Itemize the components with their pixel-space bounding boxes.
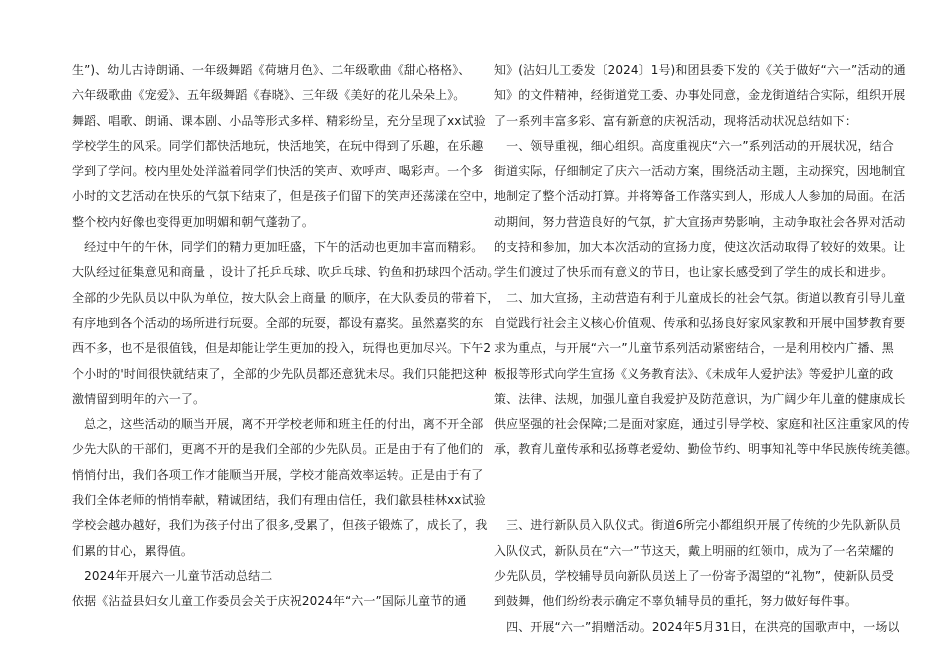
text-line: 学生们渡过了快乐而有意义的节日，也让家长感受到了学生的成长和进步。 (494, 265, 894, 280)
text-line: 知》的文件精神，经街道党工委、办事处同意，金龙街道结合实际，组织开展 (494, 88, 906, 103)
text-line: 知》(沾妇儿工委发〔2024〕1号)和团县委下发的《关于做好“六一”活动的通 (494, 63, 906, 77)
text-line: 承，教育儿童传承和弘扬尊老爱幼、勤俭节约、明事知礼等中华民族传统美德。 (494, 442, 918, 457)
text-line: 总之，这些活动的顺当开展，离不开学校老师和班主任的付出，离不开全部 (72, 417, 484, 432)
text-line: 街道实际，仔细制定了庆六一活动方案，围绕活动主题，主动探究，因地制宜 (494, 164, 906, 179)
text-line: 我们全体老师的悄悄奉献，精诚团结，我们有理由信任，我们歙县桂林xx试验 (72, 493, 486, 508)
text-line: 三、进行新队员入队仪式。街道6所完小都组织开展了传统的少先队新队员 (494, 518, 902, 533)
text-line: 到鼓舞，他们纷纷表示确定不辜负辅导员的重托，努力做好每件事。 (494, 594, 858, 609)
text-line: 少先队员，学校辅导员向新队员送上了一份寄予渴望的“礼物”，使新队员受 (494, 568, 894, 583)
right-text-column (494, 58, 918, 640)
text-line: 整个校内好像也变得更加明媚和朝气蓬勃了。 (72, 214, 315, 229)
text-line: 自觉践行社会主义核心价值观、传承和弘扬良好家风家教和开展中国梦教育要 (494, 315, 906, 330)
text-line: 依据《沾益县妇女儿童工作委员会关于庆祝2024年“六一”国际儿童节的通 (72, 594, 467, 609)
text-line: 学校会越办越好，我们为孩子付出了很多,受累了，但孩子锻炼了，成长了，我 (72, 518, 488, 533)
text-line (494, 488, 878, 513)
text-line: 有序地到各个活动的场所进行玩耍。全部的玩耍，都设有嘉奖。虽然嘉奖的东 (72, 315, 484, 330)
text-line: 经过中午的午休，同学们的精力更加旺盛，下午的活动也更加丰富而精彩。 (72, 240, 484, 255)
left-text-column (72, 58, 500, 615)
text-line: 地制定了整个活动打算。并将筹备工作落实到人，形成人人参加的局面。在活 (494, 189, 906, 204)
text-line: 2024年开展六一儿童节活动总结二 (72, 568, 273, 583)
text-line: 的支持和参加，加大本次活动的宣扬力度，使这次活动取得了较好的效果。让 (494, 240, 906, 255)
text-line: 大队经过征集意见和商量 ，设计了托乒乓球、吹乒乓球、钓鱼和扔球四个活动。 (72, 265, 500, 280)
text-line (494, 463, 878, 488)
text-line: 们累的甘心，累得值。 (72, 543, 194, 558)
text-line: 个小时的'时间很快就结束了，全部的少先队员都还意犹未尽。我们只能把这种 (72, 366, 487, 381)
text-line: 学校学生的风采。同学们都快活地玩，快活地笑，在玩中得到了乐趣，在乐趣 (72, 138, 484, 153)
text-line: 动期间，努力营造良好的气氛，扩大宣扬声势影响，主动争取社会各界对活动 (494, 214, 906, 229)
text-line: 少先大队的干部们，更离不开的是我们全部的少先队员。正是由于有了他们的 (72, 442, 484, 457)
text-line: 求为重点，与开展“六一”儿童节系列活动紧密结合，一是利用校内广播、黑 (494, 341, 894, 356)
text-line: 入队仪式，新队员在“六一”节这天，戴上明丽的红领巾，成为了一名荣耀的 (494, 543, 894, 558)
text-line: 六年级歌曲《宠爱》、五年级舞蹈《春晓》、三年级《美好的花儿朵朵上》。 (72, 88, 466, 103)
text-line: 全部的少先队员以中队为单位，按大队会上商量 的顺序，在大队委员的带着下， (72, 290, 500, 305)
text-line: 一、领导重视，细心组织。高度重视庆“六一”系列活动的开展状况，结合 (494, 138, 894, 153)
text-line: 供应坚强的社会保障;二是面对家庭，通过引导学校、家庭和社区注重家风的传 (494, 417, 910, 432)
text-line: 悄悄付出，我们各项工作才能顺当开展，学校才能高效率运转。正是由于有了 (72, 467, 484, 482)
text-line: 舞蹈、唱歌、朗诵、课本剧、小品等形式多样、精彩纷呈，充分呈现了xx试验 (72, 113, 486, 128)
text-line: 激情留到明年的六一了。 (72, 391, 206, 406)
text-line: 小时的文艺活动在快乐的气氛下结束了，但是孩子们留下的笑声还荡漾在空中， (72, 189, 496, 204)
text-line: 学到了学问。校内里处处洋溢着同学们快活的笑声、欢呼声、喝彩声。一个多 (72, 164, 484, 179)
text-line: 生”)、幼儿古诗朗诵、一年级舞蹈《荷塘月色》、二年级歌曲《甜心格格》、 (72, 63, 471, 77)
text-line: 西不多，也不是很值钱，但是却能让学生更加的投入，玩得也更加尽兴。下午2 (72, 341, 492, 356)
text-line: 四、开展“六一”捐赠活动。2024年5月31日，在洪亮的国歌声中，一场以 (494, 619, 900, 634)
text-line: 了一系列丰富多彩、富有新意的庆祝活动，现将活动状况总结如下： (494, 113, 858, 128)
text-line: 策、法律、法规，加强儿童自我爱护及防范意识，为广阔少年儿童的健康成长 (494, 391, 906, 406)
text-line: 板报等形式向学生宣扬《义务教育法》、《未成年人爱护法》等爱护儿童的政 (494, 366, 894, 381)
text-line: 二、加大宣扬，主动营造有利于儿童成长的社会气氛。街道以教育引导儿童 (494, 290, 906, 305)
